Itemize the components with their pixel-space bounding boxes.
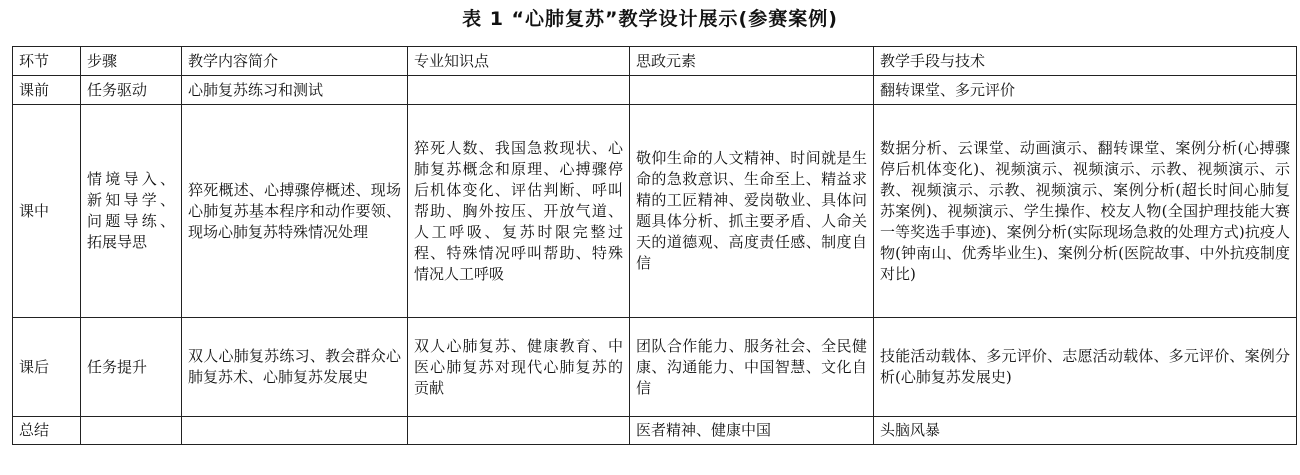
methods-cell: 数据分析、云课堂、动画演示、翻转课堂、案例分析(心搏骤停后机体变化)、视频演示、视频演示、示教、视频演示、示教、视频演示、示教、视频演示、案例分析(超长时间心肺复苏案例)、视频演示、学生操作、校友人物(全国护理技能大赛一等奖选手事迹)、案例分析(实际现场急救的处理方式)抗疫人物(钟南山、优秀毕业生)、案例分析(医院故事、中外抗疫制度对比)	[874, 105, 1297, 318]
stage-cell: 课前	[13, 76, 81, 105]
header-cell: 环节	[13, 47, 81, 76]
header-cell: 步骤	[81, 47, 182, 76]
table-row	[13, 105, 1297, 318]
knowledge-cell	[408, 417, 630, 445]
methods-cell: 技能活动载体、多元评价、志愿活动载体、多元评价、案例分析(心肺复苏发展史)	[874, 318, 1297, 417]
table-row	[13, 417, 1297, 445]
header-row	[13, 47, 1297, 76]
ideology-cell: 团队合作能力、服务社会、全民健康、沟通能力、中国智慧、文化自信	[630, 318, 874, 417]
methods-cell: 翻转课堂、多元评价	[874, 76, 1297, 105]
stage-cell: 课中	[13, 105, 81, 318]
header-cell: 思政元素	[630, 47, 874, 76]
header-cell: 教学内容简介	[182, 47, 408, 76]
table-row	[13, 76, 1297, 105]
methods-cell: 头脑风暴	[874, 417, 1297, 445]
table-title: 表 1 “心肺复苏”教学设计展示(参赛案例)	[462, 8, 838, 30]
header-cell: 教学手段与技术	[874, 47, 1297, 76]
teaching-design-table	[12, 46, 1297, 445]
ideology-cell: 医者精神、健康中国	[630, 417, 874, 445]
ideology-cell	[630, 76, 874, 105]
knowledge-cell	[408, 76, 630, 105]
header-cell: 专业知识点	[408, 47, 630, 76]
content-cell: 心肺复苏练习和测试	[182, 76, 408, 105]
steps-cell: 情境导入、新知导学、问题导练、拓展导思	[81, 105, 182, 318]
knowledge-cell: 双人心肺复苏、健康教育、中医心肺复苏对现代心肺复苏的贡献	[408, 318, 630, 417]
ideology-cell: 敬仰生命的人文精神、时间就是生命的急救意识、生命至上、精益求精的工匠精神、爱岗敬业、具体问题具体分析、抓主要矛盾、人命关天的道德观、高度责任感、制度自信	[630, 105, 874, 318]
content-cell: 双人心肺复苏练习、教会群众心肺复苏术、心肺复苏发展史	[182, 318, 408, 417]
steps-cell: 任务提升	[81, 318, 182, 417]
knowledge-cell: 猝死人数、我国急救现状、心肺复苏概念和原理、心搏骤停后机体变化、评估判断、呼叫帮助、胸外按压、开放气道、人工呼吸、复苏时限完整过程、特殊情况呼叫帮助、特殊情况人工呼吸	[408, 105, 630, 318]
content-cell	[182, 417, 408, 445]
content-cell: 猝死概述、心搏骤停概述、现场心肺复苏基本程序和动作要领、现场心肺复苏特殊情况处理	[182, 105, 408, 318]
steps-cell: 任务驱动	[81, 76, 182, 105]
stage-cell: 课后	[13, 318, 81, 417]
stage-cell: 总结	[13, 417, 81, 445]
table-row	[13, 318, 1297, 417]
steps-cell	[81, 417, 182, 445]
